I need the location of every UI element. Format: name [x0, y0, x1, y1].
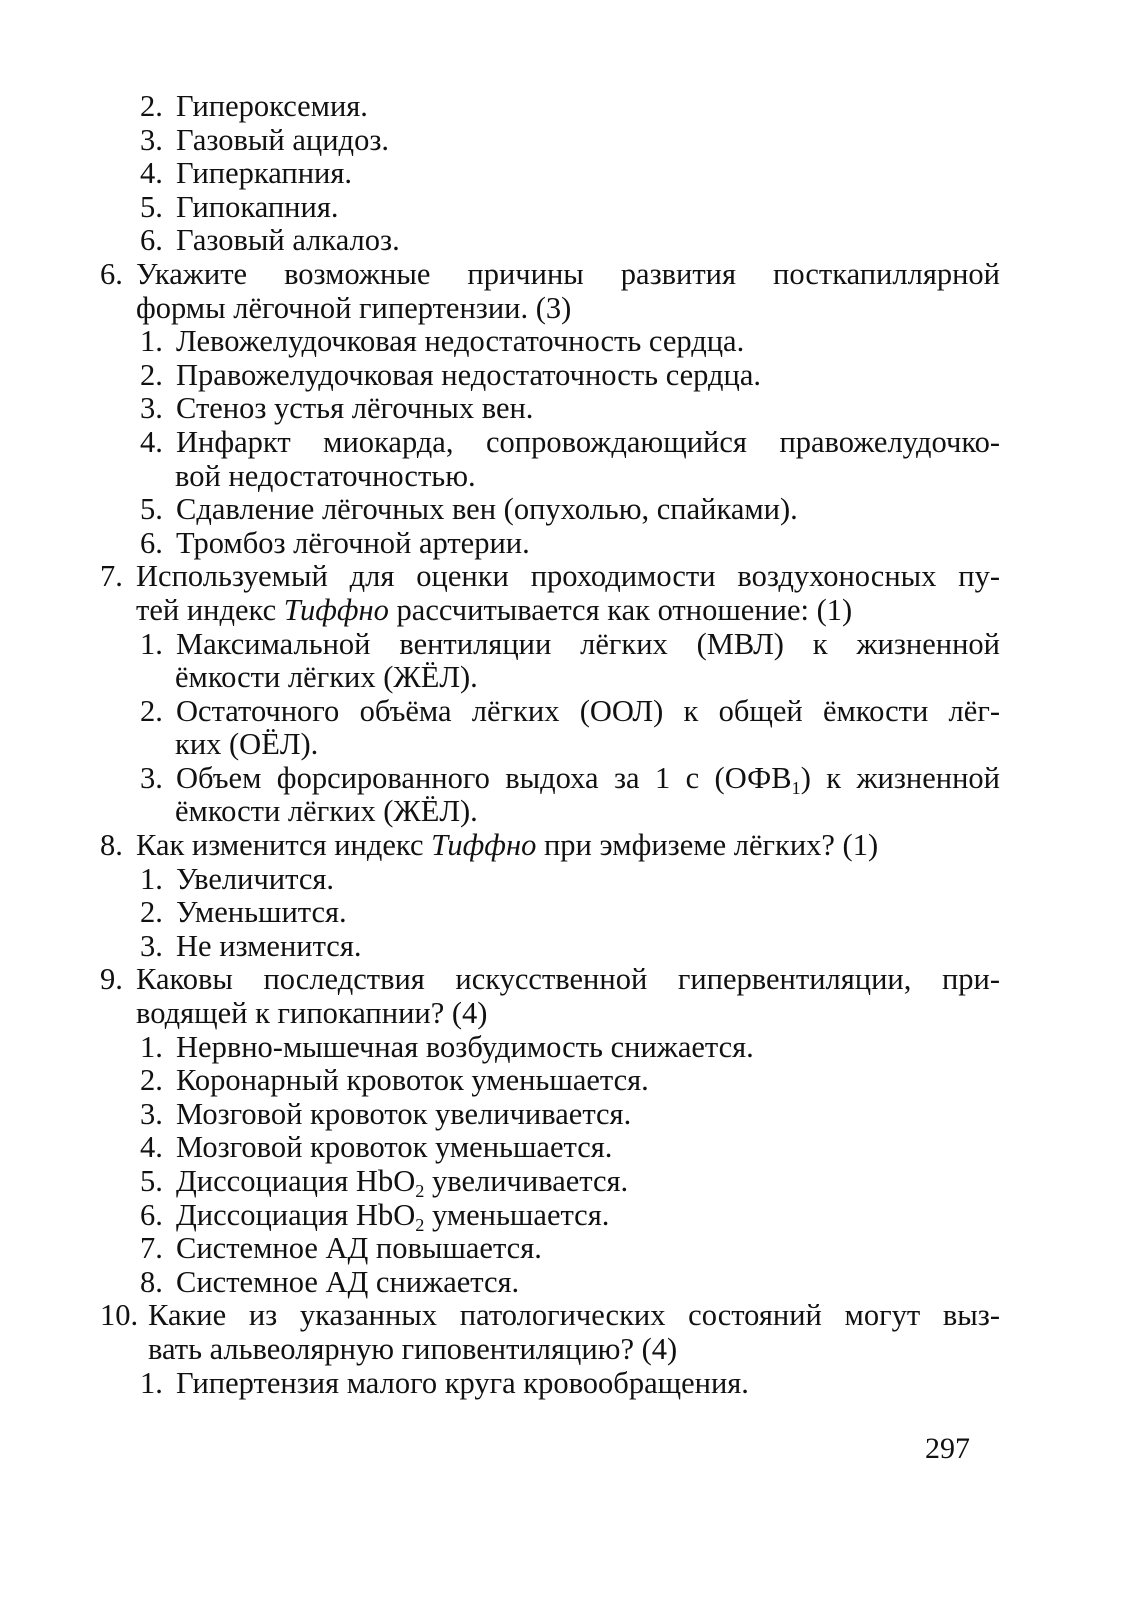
- list-item: [100, 760, 1000, 799]
- question-number: 8.: [100, 828, 123, 863]
- list-item: [100, 1098, 1000, 1132]
- option-text: Системное АД снижается.: [176, 1264, 520, 1299]
- option-text-part: уменьшается.: [424, 1197, 610, 1232]
- list-item: [100, 359, 1000, 393]
- option-number: 3.: [140, 760, 163, 795]
- option-text: Увеличится.: [176, 861, 335, 896]
- question-6-line-1: [100, 258, 1000, 292]
- question-text-part: Как изменится индекс: [136, 828, 432, 863]
- option-text: Мозговой кровоток увеличивается.: [176, 1096, 632, 1131]
- option-continuation: ёмкости лёгких (ЖЁЛ).: [175, 794, 478, 829]
- question-number: 10.: [100, 1298, 139, 1333]
- option-number: 4.: [140, 424, 163, 459]
- option-number: 6.: [140, 1197, 163, 1232]
- option-text: Тромбоз лёгочной артерии.: [176, 525, 530, 560]
- option-number: 1.: [140, 626, 163, 661]
- option-number: 3.: [140, 391, 163, 426]
- question-text: Какие из указанных патологических состояний могут выз-: [148, 1298, 1000, 1333]
- question-text: Используемый для оценки проходимости воздухоносных пу-: [136, 559, 1000, 594]
- option-text: Максимальной вентиляции лёгких (МВЛ) к жизненной: [176, 626, 1000, 661]
- list-item: [100, 157, 1000, 191]
- question-text: Укажите возможные причины развития посткапиллярной: [136, 256, 1000, 291]
- list-item: [100, 191, 1000, 225]
- option-number: 3.: [140, 1096, 163, 1131]
- option-number: 8.: [140, 1264, 163, 1299]
- question-10-line-1: [100, 1299, 1000, 1333]
- page-number: 297: [925, 1432, 970, 1465]
- option-text: Гипероксемия.: [176, 89, 368, 123]
- option-text: Гипокапния.: [176, 189, 339, 224]
- subscript: 2: [415, 1181, 425, 1202]
- option-number: 3.: [140, 122, 163, 157]
- list-item: [100, 493, 1000, 527]
- option-text: Системное АД повышается.: [176, 1231, 542, 1266]
- list-item: [100, 392, 1000, 426]
- option-text: Газовый алкалоз.: [176, 223, 400, 258]
- option-number: 2.: [140, 693, 163, 728]
- index-name-italic: Тиффно: [431, 828, 537, 863]
- option-text: Левожелудочковая недостаточность сердца.: [176, 324, 745, 359]
- option-text: Не изменится.: [176, 928, 362, 963]
- option-number: 2.: [140, 895, 163, 930]
- option-text: Коронарный кровоток уменьшается.: [176, 1063, 649, 1098]
- option-continuation: ких (ОЁЛ).: [175, 727, 319, 762]
- option-text-part: Объем форсированного выдоха за 1 с (ОФВ: [176, 760, 792, 795]
- option-number: 5.: [140, 1164, 163, 1198]
- option-text: Остаточного объёма лёгких (ООЛ) к общей ёмкости лёг-: [176, 693, 1000, 728]
- list-item: [100, 124, 1000, 158]
- option-number: 6.: [140, 223, 163, 258]
- option-text: Нервно-мышечная возбудимость снижается.: [176, 1029, 754, 1064]
- option-text: Гипертензия малого круга кровообращения.: [176, 1365, 749, 1400]
- question-text-part: при эмфиземе лёгких? (1): [536, 828, 879, 863]
- option-number: 1.: [140, 861, 163, 896]
- option-number: 5.: [140, 492, 163, 527]
- question-number: 9.: [100, 962, 123, 997]
- option-text: Мозговой кровоток уменьшается.: [176, 1130, 613, 1165]
- list-item: [100, 527, 1000, 561]
- option-text-part: ) к жизненной: [800, 760, 1000, 795]
- index-name-italic: Тиффно: [283, 592, 389, 627]
- option-text-part: Диссоциация HbO: [176, 1164, 416, 1198]
- option-number: 1.: [140, 324, 163, 359]
- list-item: [100, 1131, 1000, 1165]
- question-text: Каковы последствия искусственной гипервентиляции, при-: [136, 962, 1000, 997]
- question-number: 7.: [100, 559, 123, 594]
- list-item: [100, 1232, 1000, 1266]
- option-number: 4.: [140, 1130, 163, 1165]
- question-6-line-2: формы лёгочной гипертензии. (3): [136, 290, 572, 325]
- list-item: [100, 863, 1000, 897]
- option-number: 2.: [140, 357, 163, 392]
- option-text: Стеноз устья лёгочных вен.: [176, 391, 534, 426]
- subscript: 1: [791, 778, 801, 799]
- question-7-line-2: [100, 594, 1000, 628]
- option-text: Правожелудочковая недостаточность сердца.: [176, 357, 762, 392]
- question-number: 6.: [100, 256, 123, 291]
- list-item: [100, 1064, 1000, 1098]
- option-text: Сдавление лёгочных вен (опухолью, спайками).: [176, 492, 798, 527]
- option-number: 6.: [140, 525, 163, 560]
- list-item: [100, 1367, 1000, 1401]
- list-item: [100, 325, 1000, 359]
- option-number: 3.: [140, 928, 163, 963]
- option-continuation: ёмкости лёгких (ЖЁЛ).: [175, 660, 478, 695]
- list-item: [100, 1031, 1000, 1065]
- option-text: Газовый ацидоз.: [176, 122, 389, 157]
- list-item: [100, 628, 1000, 662]
- page-content: [100, 90, 1000, 1400]
- question-9-line-1: [100, 963, 1000, 997]
- question-text-part: рассчитывается как отношение: (1): [388, 592, 853, 627]
- option-text-part: увеличивается.: [424, 1164, 629, 1198]
- question-7-line-1: [100, 560, 1000, 594]
- subscript: 2: [415, 1214, 425, 1235]
- option-text: [176, 760, 1000, 799]
- option-text: Гиперкапния.: [176, 156, 353, 191]
- option-number: 2.: [140, 89, 163, 123]
- option-continuation: вой недостаточностью.: [175, 458, 476, 493]
- option-text: Инфаркт миокарда, сопровождающийся правожелудочко-: [176, 424, 1000, 459]
- option-number: 7.: [140, 1231, 163, 1266]
- option-number: 1.: [140, 1029, 163, 1064]
- question-8-line-1: [100, 829, 1000, 863]
- list-item: [100, 90, 1000, 124]
- list-item: [100, 930, 1000, 964]
- list-item: [100, 695, 1000, 729]
- option-number: 1.: [140, 1365, 163, 1400]
- list-item: [100, 896, 1000, 930]
- option-number: 2.: [140, 1063, 163, 1098]
- option-text-part: Диссоциация HbO: [176, 1197, 416, 1232]
- question-text-part: тей индекс: [136, 592, 284, 627]
- list-item: [100, 1266, 1000, 1300]
- list-item: [100, 426, 1000, 460]
- option-text: Уменьшится.: [176, 895, 347, 930]
- question-9-line-2: водящей к гипокапнии? (4): [136, 996, 488, 1031]
- option-number: 4.: [140, 156, 163, 191]
- question-10-line-2: вать альвеолярную гиповентиляцию? (4): [148, 1331, 678, 1366]
- option-number: 5.: [140, 189, 163, 224]
- list-item: [100, 1199, 1000, 1233]
- list-item: [100, 224, 1000, 258]
- list-item: [100, 1164, 1000, 1202]
